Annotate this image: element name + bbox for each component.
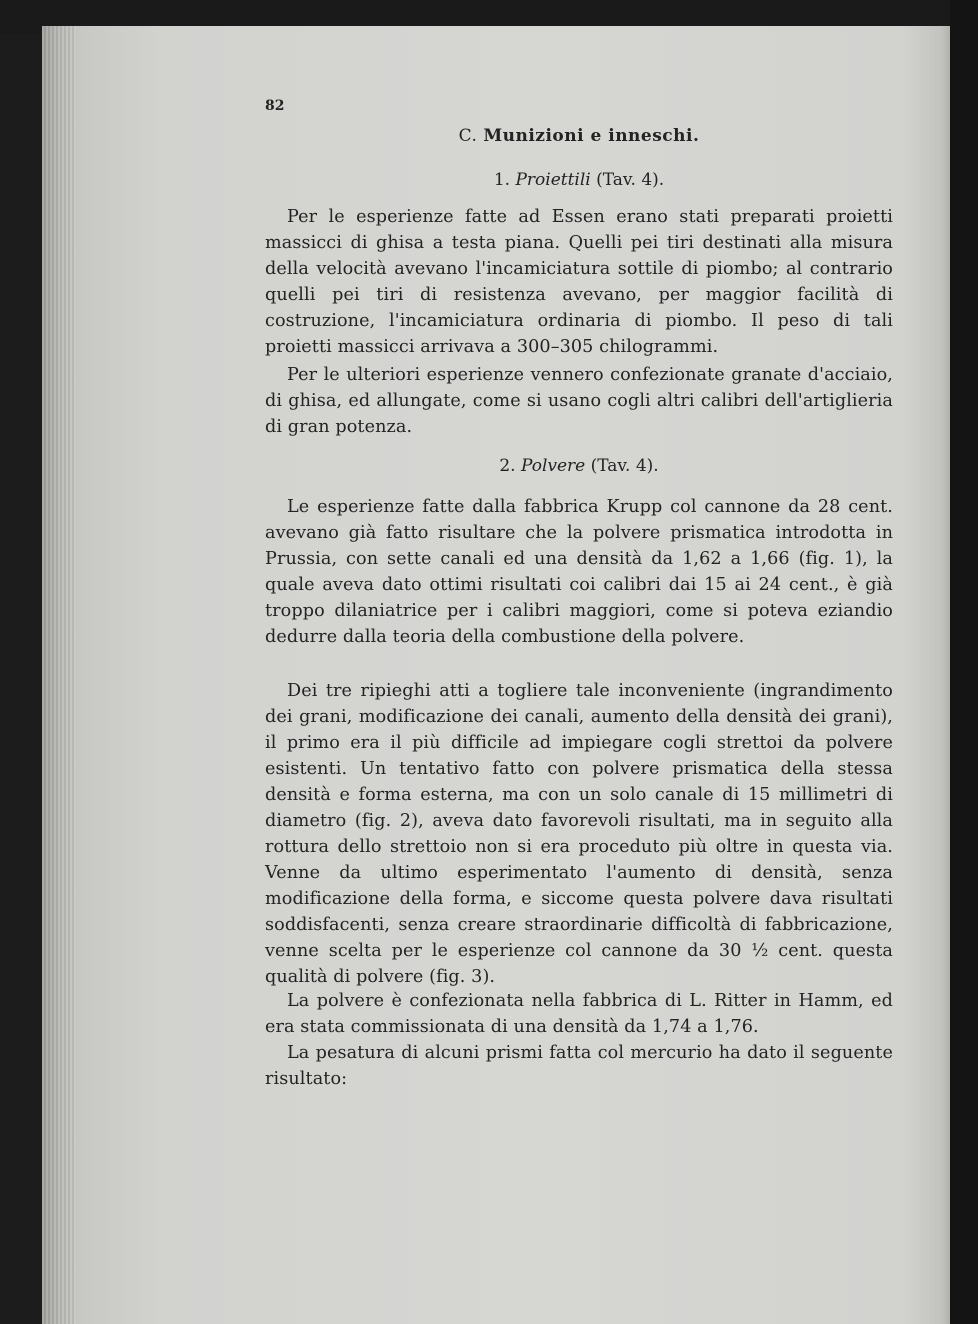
subsection-number: 1. (493, 170, 511, 190)
subsection-number: 2. (499, 456, 516, 476)
paragraph: La polvere è confezionata nella fabbrica di L. Ritter in Hamm, ed era stata commissionata di una densità da 1,74 a 1,76. (265, 991, 893, 1037)
section-heading (265, 126, 893, 146)
paragraph: La pesatura di alcuni prismi fatta col mercurio ha dato il seguente risultato: (265, 1043, 893, 1089)
section-letter: C. (458, 126, 478, 146)
paragraph: Per le ulteriori esperienze vennero confezionate granate d'acciaio, di ghisa, ed allungate, come si usano cogli altri calibri dell'artiglieria di gran potenza. (265, 365, 893, 437)
subsection-title: Proiettili (515, 170, 591, 190)
subsection-ref: (Tav. 4). (596, 170, 665, 190)
page-number: 82 (265, 98, 285, 114)
subsection-ref: (Tav. 4). (590, 456, 659, 476)
paragraph: Le esperienze fatte dalla fabbrica Krupp col cannone da 28 cent. avevano già fatto risultare che la polvere prismatica introdotta in Prussia, con sette canali ed una densità da 1,62 a 1,66 (fig. 1), la quale aveva dato ottimi risultati coi calibri dai 15 ai 24 cent., è già troppo dilaniatrice per i calibri maggiori, come si poteva eziandio dedurre dalla teoria della combustione della polvere. (265, 497, 893, 647)
scan-right-border (950, 0, 978, 1324)
subsection-heading-proiettili (265, 170, 893, 190)
paragraph: Dei tre ripieghi atti a togliere tale inconveniente (ingrandimento dei grani, modificazione dei canali, aumento della densità dei grani), il primo era il più difficile ad impiegare cogli strettoi da polvere esistenti. Un tentativo fatto con polvere prismatica della stessa densità e forma esterna, ma con un solo canale di 15 millimetri di diametro (fig. 2), aveva dato favorevoli risultati, ma in seguito alla rottura dello strettoio non si era proceduto più oltre in questa via. Venne da ultimo esperimentato l'aumento di densità, senza modificazione della forma, e siccome questa polvere dava risultati soddisfacenti, senza creare straordinarie difficoltà di fabbricazione, venne scelta per le esperienze col cannone da 30 ½ cent. questa qualità di polvere (fig. 3). (265, 681, 893, 987)
subsection-heading-polvere (265, 456, 893, 476)
section-title: Munizioni e inneschi. (483, 126, 700, 146)
page-stack-edge (42, 26, 76, 1324)
paragraph: Per le esperienze fatte ad Essen erano stati preparati proietti massicci di ghisa a testa piana. Quelli pei tiri destinati alla misura della velocità avevano l'incamiciatura sottile di piombo; al contrario quelli pei tiri di resistenza avevano, per maggior facilità di costruzione, l'incamiciatura ordinaria di piombo. Il peso di tali proietti massicci arrivava a 300–305 chilogrammi. (265, 207, 893, 357)
subsection-title: Polvere (520, 456, 586, 476)
